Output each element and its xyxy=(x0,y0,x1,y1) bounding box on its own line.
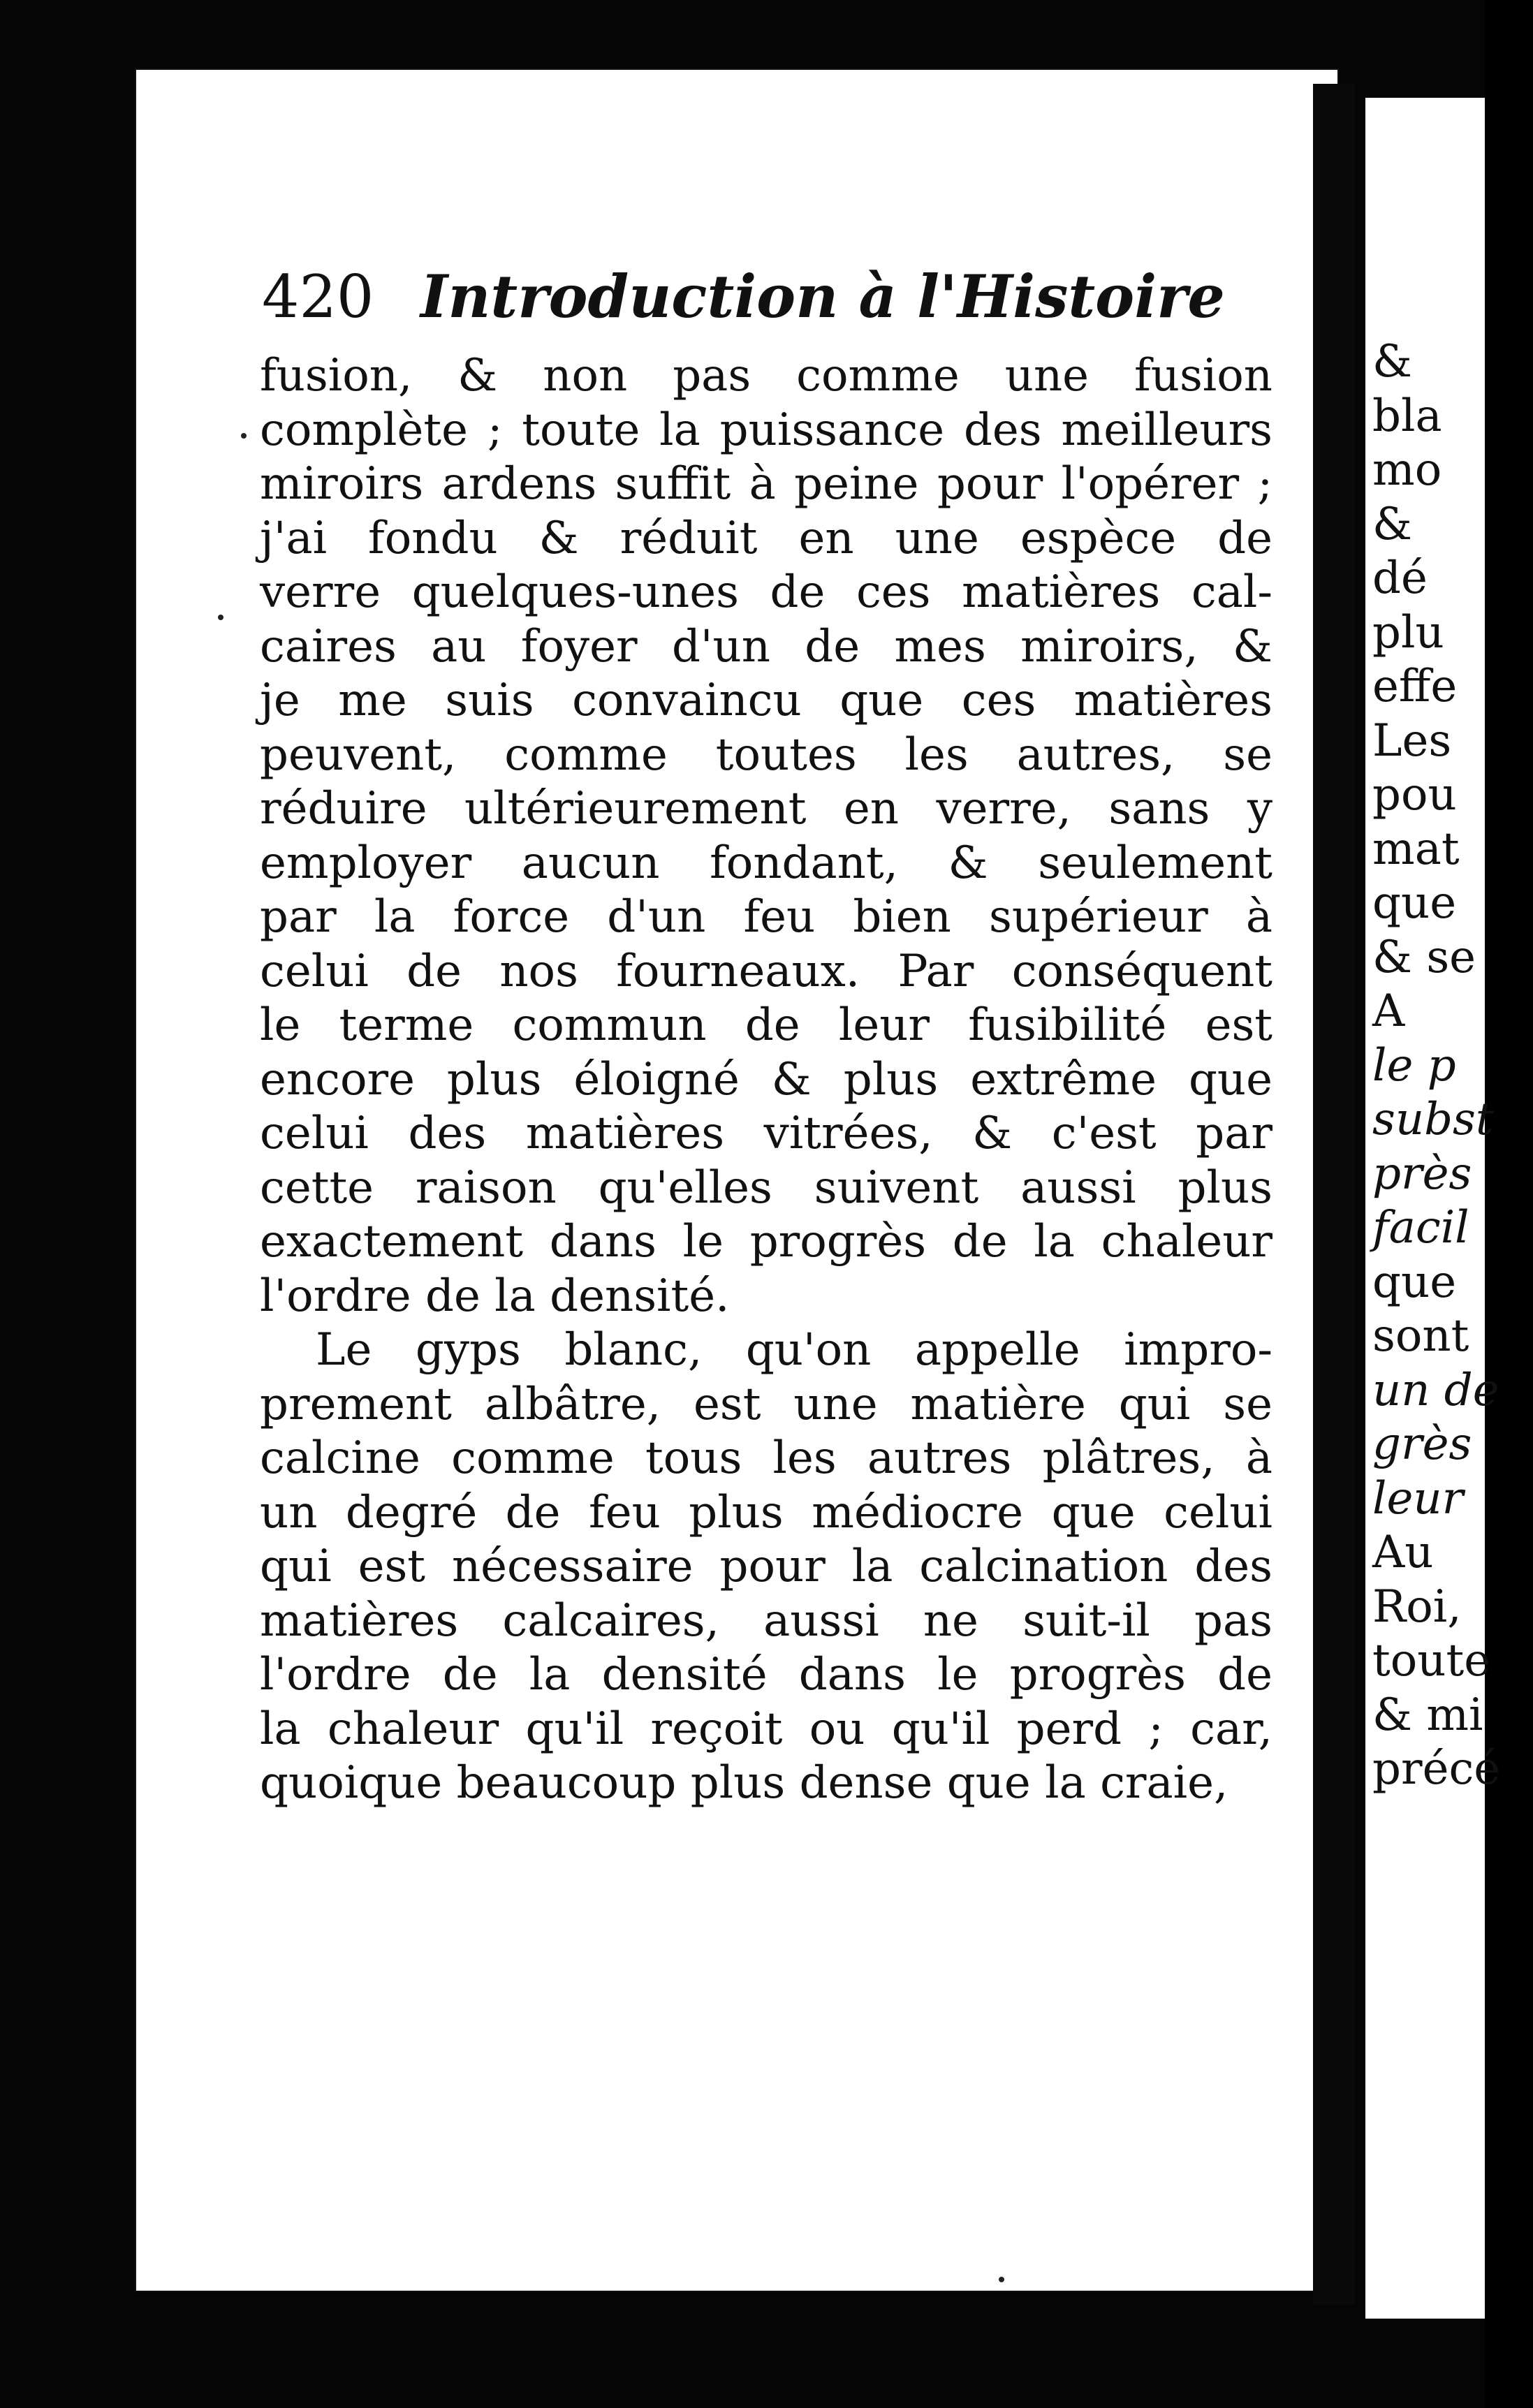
facing-text-fragment: & mi xyxy=(1372,1689,1483,1741)
text-line: l'ordre de la densité. xyxy=(260,1270,730,1322)
text-line: quoique beaucoup plus dense que la craie, xyxy=(260,1757,1228,1809)
facing-text-fragment: précé xyxy=(1372,1743,1501,1795)
facing-page xyxy=(1365,98,1501,2319)
text-line: exactement dans le progrès de la chaleur xyxy=(260,1216,1272,1268)
page-number: 420 xyxy=(262,263,374,331)
text-line: employer aucun fondant, & seulement xyxy=(260,837,1272,889)
facing-text-fragment: effe xyxy=(1372,661,1458,712)
facing-page-text xyxy=(1365,335,1533,1797)
text-line: verre quelques-unes de ces matières cal- xyxy=(260,566,1272,618)
facing-text-fragment: mat xyxy=(1372,823,1460,875)
facing-text-fragment: sont xyxy=(1372,1310,1469,1362)
facing-text-fragment: subst xyxy=(1372,1094,1494,1145)
facing-text-fragment: pou xyxy=(1372,769,1457,821)
text-line: fusion, & non pas comme une fusion xyxy=(260,350,1272,402)
body-text xyxy=(260,349,1272,1811)
paper-speck xyxy=(218,615,223,620)
text-line: celui de nos fourneaux. Par conséquent xyxy=(260,945,1272,997)
facing-text-fragment: que xyxy=(1372,877,1457,929)
facing-text-fragment: leur xyxy=(1372,1472,1464,1525)
text-line: réduire ultérieurement en verre, sans y xyxy=(260,783,1272,835)
facing-text-fragment: A xyxy=(1372,985,1405,1037)
facing-text-fragment: & xyxy=(1372,336,1412,388)
text-line: le terme commun de leur fusibilité est xyxy=(260,999,1272,1051)
text-line: par la force d'un feu bien supérieur à xyxy=(260,891,1272,943)
facing-text-fragment: un de xyxy=(1372,1364,1499,1416)
text-line: complète ; toute la puissance des meilleurs xyxy=(260,404,1272,456)
facing-text-fragment: & se xyxy=(1372,931,1476,983)
text-line: un degré de feu plus médiocre que celui xyxy=(260,1486,1272,1539)
paper-speck xyxy=(999,2277,1004,2282)
facing-text-fragment: dé xyxy=(1372,552,1428,604)
text-line: je me suis convaincu que ces matières xyxy=(260,675,1272,726)
facing-text-fragment: Au xyxy=(1372,1527,1434,1578)
facing-text-fragment: le p xyxy=(1372,1039,1456,1092)
facing-text-fragment: plu xyxy=(1372,606,1444,659)
paper-speck xyxy=(241,433,247,439)
text-line: l'ordre de la densité dans le progrès de xyxy=(260,1649,1272,1701)
facing-text-fragment: facil xyxy=(1372,1202,1469,1254)
running-title: Introduction à l'Histoire xyxy=(420,262,1225,331)
text-line: celui des matières vitrées, & c'est par xyxy=(260,1108,1272,1159)
facing-text-fragment: près xyxy=(1372,1147,1472,1200)
book-gutter xyxy=(1313,84,1355,2305)
facing-text-fragment: mo xyxy=(1372,444,1442,496)
text-line: miroirs ardens suffit à peine pour l'opérer ; xyxy=(260,458,1272,510)
text-line: j'ai fondu & réduit en une espèce de xyxy=(260,512,1272,564)
facing-text-fragment: bla xyxy=(1372,390,1442,442)
text-line: calcine comme tous les autres plâtres, à xyxy=(260,1432,1272,1484)
text-line: prement albâtre, est une matière qui se xyxy=(260,1378,1272,1430)
facing-text-fragment: grès xyxy=(1372,1418,1472,1470)
facing-text-fragment: Roi, xyxy=(1372,1580,1462,1633)
text-line: cette raison qu'elles suivent aussi plus xyxy=(260,1161,1272,1214)
facing-text-fragment: toute xyxy=(1372,1635,1491,1687)
text-line: qui est nécessaire pour la calcination des xyxy=(260,1541,1272,1592)
text-line: la chaleur qu'il reçoit ou qu'il perd ; car, xyxy=(260,1703,1272,1755)
text-line: encore plus éloigné & plus extrême que xyxy=(260,1053,1272,1106)
running-header xyxy=(262,262,1225,331)
text-line: caires au foyer d'un de mes miroirs, & xyxy=(260,620,1272,673)
facing-text-fragment: que xyxy=(1372,1256,1457,1308)
text-line: matières calcaires, aussi ne suit-il pas xyxy=(260,1594,1272,1647)
facing-text-fragment: Les xyxy=(1372,714,1452,767)
text-line: peuvent, comme toutes les autres, se xyxy=(260,728,1272,781)
text-line: Le gyps blanc, qu'on appelle impro- xyxy=(316,1324,1272,1376)
facing-text-fragment: & xyxy=(1372,498,1412,550)
